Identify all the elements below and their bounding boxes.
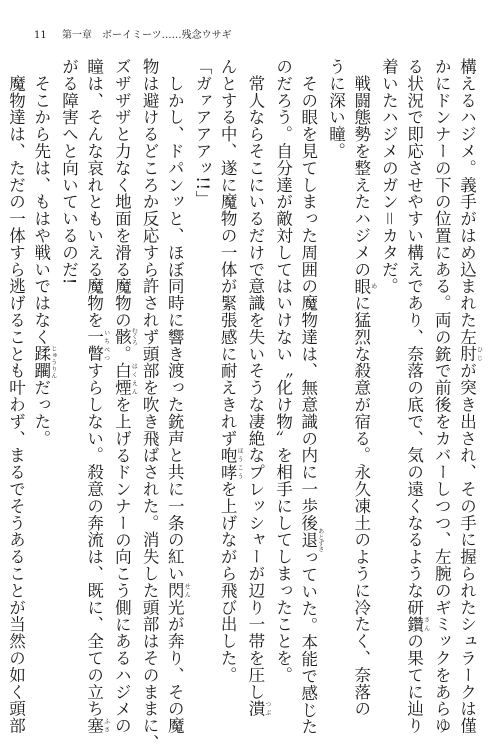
text-line <box>215 58 244 684</box>
ruby-word <box>351 277 377 295</box>
text-line <box>81 58 110 735</box>
text-run: 戦闘態勢を整えたハジメの <box>351 58 371 278</box>
text-run: 常人ならそこにいるだけで意識を失いそうな凄絶なプレッシャーが辺り一帯を圧し <box>245 58 265 701</box>
ruby-base: 咆哮 <box>218 446 238 481</box>
ruby-reading: いちべつ <box>102 328 110 363</box>
text-run: 。 <box>112 345 132 363</box>
text-run: を上げながら飛び出した。 <box>218 480 238 684</box>
text-run: っていた。本能で感じた <box>298 549 318 736</box>
ruby-reading: め <box>369 277 377 295</box>
text-run: を上げるドンナーの向こう側にあるハジメの <box>112 396 132 735</box>
text-line <box>109 58 138 735</box>
ruby-base: 閃 <box>165 581 185 599</box>
ruby-base: 鑽 <box>404 615 424 633</box>
text-run: 物は避けるどころか反応すら許されず頭部を吹き飛ばされた。消失した頭部はそのままに、 <box>140 58 160 751</box>
text-run: 瞳は、そんな哀れともいえる魔物を <box>84 58 104 329</box>
text-run: る状況で即応させやすい構えであり、奈落の底で、気の遠くなるような研 <box>404 58 424 616</box>
ruby-reading: はくえん <box>130 362 138 397</box>
ruby-base: 塞 <box>84 717 104 735</box>
ruby-reading: つぶ <box>263 700 271 718</box>
page-number: 11 <box>34 30 47 41</box>
chapter-title: 第一章 ボーイミーツ……残念ウサギ <box>62 30 232 41</box>
text-line <box>190 58 215 678</box>
ruby-reading: せん <box>183 581 191 599</box>
ruby-reading: あとずさ <box>316 528 324 553</box>
vertical-body-text <box>6 58 483 751</box>
text-line <box>3 58 28 734</box>
text-run: しかし、ドパンッと、ほぼ同時に響き渡った銃声と共に一条の紅い <box>165 58 185 582</box>
running-header <box>34 26 232 41</box>
text-run: がる障害へと向いているのだ! <box>59 58 79 285</box>
ruby-base: 白煙 <box>112 362 132 397</box>
ruby-reading: じゅうりん <box>49 345 57 380</box>
ruby-base: 肘 <box>457 345 477 363</box>
ruby-base: 退 <box>298 528 318 553</box>
ruby-reading: むくろ <box>130 327 138 346</box>
text-run: かにドンナーの下の位置にある。両の銃で前後をカバーしつつ、左腕のギミックをあらゆ <box>432 58 452 734</box>
text-line <box>296 58 324 736</box>
text-line <box>376 58 401 678</box>
ruby-word <box>84 328 110 363</box>
text-line <box>348 58 377 718</box>
text-line <box>29 58 57 678</box>
ruby-word <box>457 345 483 363</box>
ruby-word <box>245 700 271 718</box>
text-line <box>56 58 81 678</box>
ruby-reading: ほうこう <box>236 446 244 481</box>
text-run: うに深い瞳。 <box>326 58 346 160</box>
text-run: すらしない。殺意の奔流は、既に、全ての立ち <box>84 362 104 718</box>
text-run: のだろう。自分達が敵対してはいけない〝化け物〟を相手にしてしまったことを。 <box>273 58 293 684</box>
text-run: が突き出され、その手に握られたシュラークは僅 <box>457 362 477 735</box>
text-line <box>137 58 162 751</box>
text-run: 「ガァアアアッ!!」 <box>192 58 212 208</box>
ruby-base: 一瞥 <box>84 328 104 363</box>
text-line <box>429 58 454 734</box>
ruby-base: 眼 <box>351 277 371 295</box>
text-run: 光が奔り、その魔 <box>165 598 185 735</box>
ruby-word <box>84 717 110 735</box>
ruby-word <box>218 446 244 481</box>
ruby-word <box>112 362 138 397</box>
ruby-word <box>298 528 324 553</box>
text-run: 魔物達は、ただの一体すら逃げることも叶わず、まるでそうあることが当然の如く頭部 <box>6 58 26 734</box>
text-line <box>401 58 430 735</box>
text-run: に猛烈な殺意が宿る。永久凍土のように冷たく、奈落の <box>351 294 371 718</box>
text-line <box>323 58 348 678</box>
text-run: んとする中、遂に魔物の一体が緊張感に耐えきれず <box>218 58 238 447</box>
ruby-word <box>112 327 138 346</box>
text-line <box>243 58 271 718</box>
ruby-base: 潰 <box>245 700 265 718</box>
text-run: その眼を見てしまった周囲の魔物達は、無意識の内に一歩後 <box>298 58 318 532</box>
text-line <box>454 58 483 735</box>
text-run: の果てに辿り <box>404 632 424 735</box>
ruby-reading: ふさ <box>102 717 110 735</box>
text-run: ズザザザと力なく地面を滑る魔物の <box>112 58 132 329</box>
ruby-reading: ひじ <box>475 345 483 363</box>
text-run: そこから先は、もはや戦いではなく <box>31 58 51 346</box>
text-line <box>270 58 295 684</box>
ruby-word <box>31 345 57 380</box>
text-line <box>162 58 191 735</box>
ruby-base: 骸 <box>112 327 132 346</box>
text-run: 着いたハジメのガン＝カタだ。 <box>379 58 399 295</box>
ruby-reading: さん <box>422 615 430 633</box>
ruby-word <box>165 581 191 599</box>
text-run: 構えるハジメ。義手がはめ込まれた左 <box>457 58 477 346</box>
ruby-base: 蹂躙 <box>31 345 51 380</box>
text-run: だった。 <box>31 379 51 447</box>
ruby-word <box>404 615 430 633</box>
